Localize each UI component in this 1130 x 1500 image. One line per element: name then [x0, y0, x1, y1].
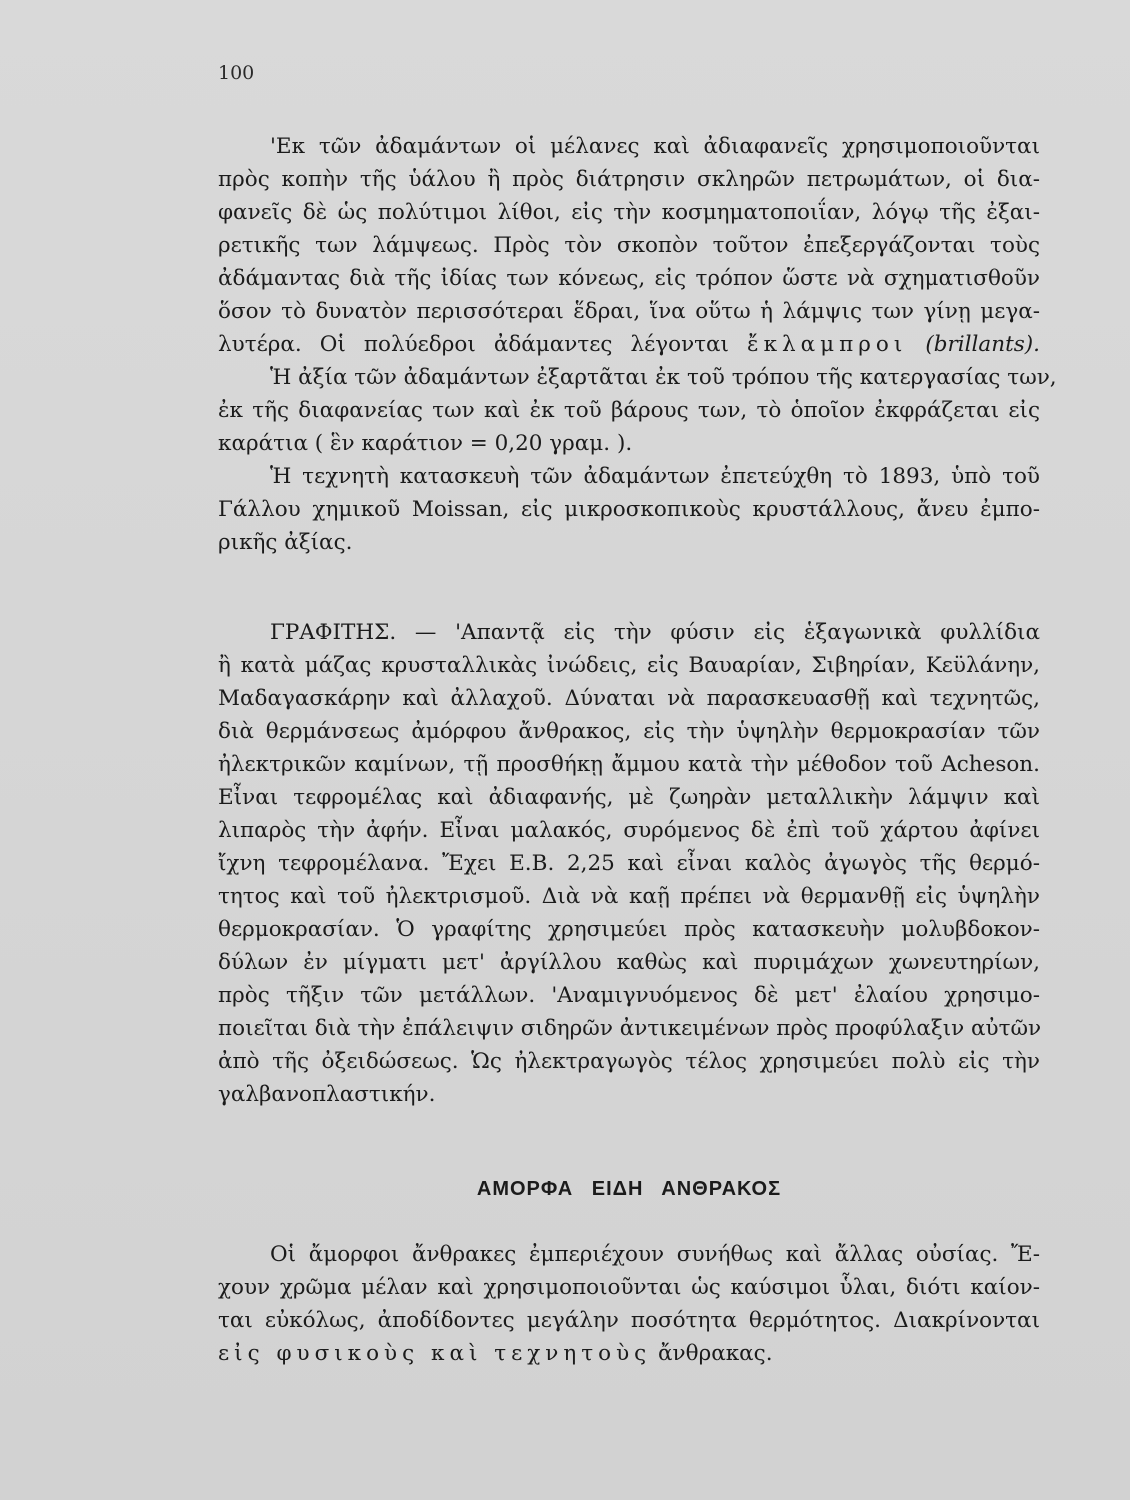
text-line: λιπαρὸς τὴν ἀφήν. Εἶναι μαλακός, συρόμενος δὲ ἐπὶ τοῦ χάρτου ἀφίνει — [218, 818, 1040, 843]
text-line: Εἶναι τεφρομέλας καὶ ἀδιαφανής, μὲ ζωηρὰν μεταλλικὴν λάμψιν καὶ — [218, 785, 1040, 810]
text-line: ἢ κατὰ μάζας κρυσταλλικὰς ἰνώδεις, εἰς Βαυαρίαν, Σιβηρίαν, Κεϋλάνην, — [218, 653, 1040, 678]
text-line: ΓΡΑΦΙΤΗΣ. — 'Απαντᾷ εἰς τὴν φύσιν εἰς ἑξαγωνικὰ φυλλίδια — [270, 620, 1040, 645]
text-line: διὰ θερμάνσεως ἀμόρφου ἄνθρακος, εἰς τὴν ὑψηλὴν θερμοκρασίαν τῶν — [218, 719, 1040, 744]
text-line: ρετικῆς των λάμψεως. Πρὸς τὸν σκοπὸν τοῦτον ἐπεξεργάζονται τοὺς — [218, 233, 1040, 258]
text-line: ἴχνη τεφρομέλανα. Ἔχει Ε.Β. 2,25 καὶ εἶναι καλὸς ἀγωγὸς τῆς θερμό- — [218, 851, 1040, 876]
text-line: ρικῆς ἀξίας. — [218, 530, 353, 555]
paragraph-amorphous-carbon — [218, 1238, 1040, 1370]
text-line: φανεῖς δὲ ὡς πολύτιμοι λίθοι, εἰς τὴν κοσμηματοποιΐαν, λόγῳ τῆς ἐξαι- — [218, 200, 1040, 225]
text-line: Ἡ ἀξία τῶν ἀδαμάντων ἐξαρτᾶται ἐκ τοῦ τρόπου τῆς κατεργασίας των, — [270, 365, 1057, 390]
text-segment: ἄνθρακας. — [658, 1341, 773, 1366]
text-line-spaced — [218, 1337, 1040, 1370]
text-line: ται εὐκόλως, ἀποδίδοντες μεγάλην ποσότητα θερμότητος. Διακρίνονται — [218, 1308, 1040, 1333]
text-line: χουν χρῶμα μέλαν καὶ χρησιμοποιοῦνται ὡς καύσιμοι ὗλαι, διότι καίον- — [218, 1275, 1040, 1300]
text-line: καράτια ( ἓν καράτιον = 0,20 γραμ. ). — [218, 431, 633, 456]
text-line: πρὸς τῆξιν τῶν μετάλλων. 'Αναμιγνυόμενος δὲ μετ' ἐλαίου χρησιμο- — [218, 983, 1040, 1008]
paragraph-diamonds — [218, 130, 1057, 559]
text-line: 'Εκ τῶν ἀδαμάντων οἱ μέλανες καὶ ἀδιαφανεῖς χρησιμοποιοῦνται — [270, 134, 1040, 159]
text-line: ἐκ τῆς διαφανείας των καὶ ἐκ τοῦ βάρους των, τὸ ὁποῖον ἐκφράζεται εἰς — [218, 398, 1040, 423]
text-segment: λυτέρα. Οἱ πολύεδροι ἀδάμαντες λέγονται — [218, 332, 729, 357]
text-line: ὅσον τὸ δυνατὸν περισσότεραι ἕδραι, ἵνα οὕτω ἡ λάμψις των γίνῃ μεγα- — [218, 299, 1040, 324]
text-line: θερμοκρασίαν. Ὁ γραφίτης χρησιμεύει πρὸς κατασκευὴν μολυβδοκον- — [218, 917, 1040, 942]
text-line: Γάλλου χημικοῦ Moissan, εἰς μικροσκοπικοὺς κρυστάλλους, ἄνευ ἐμπο- — [218, 497, 1040, 522]
spaced-term: ἔκλαμπροι — [747, 332, 908, 357]
text-line: Μαδαγασκάρην καὶ ἀλλαχοῦ. Δύναται νὰ παρασκευασθῇ καὶ τεχνητῶς, — [218, 686, 1040, 711]
text-line: γαλβανοπλαστικήν. — [218, 1082, 436, 1107]
text-line: ἀδάμαντας διὰ τῆς ἰδίας των κόνεως, εἰς τρόπον ὥστε νὰ σχηματισθοῦν — [218, 266, 1040, 291]
text-line: ποιεῖται διὰ τὴν ἐπάλειψιν σιδηρῶν ἀντικειμένων πρὸς προφύλαξιν αὐτῶν — [218, 1016, 1042, 1041]
text-line: Ἡ τεχνητὴ κατασκευὴ τῶν ἀδαμάντων ἐπετεύχθη τὸ 1893, ὑπὸ τοῦ — [270, 464, 1040, 489]
text-line: δύλων ἐν μίγματι μετ' ἀργίλλου καθὼς καὶ πυριμάχων χωνευτηρίων, — [218, 950, 1040, 975]
paragraph-graphite — [218, 616, 1040, 1111]
foreign-term: (brillants). — [925, 332, 1040, 357]
text-line-brillants — [218, 328, 1040, 361]
spaced-term: εἰς φυσικοὺς καὶ τεχνητοὺς — [218, 1341, 652, 1366]
text-line: Οἱ ἄμορφοι ἄνθρακες ἐμπεριέχουν συνήθως καὶ ἄλλας οὐσίας. Ἔ- — [270, 1242, 1040, 1267]
text-line: πρὸς κοπὴν τῆς ὑάλου ἢ πρὸς διάτρησιν σκληρῶν πετρωμάτων, οἱ δια- — [218, 167, 1040, 192]
section-heading: ΑΜΟΡΦΑ ΕΙΔΗ ΑΝΘΡΑΚΟΣ — [476, 1178, 782, 1200]
text-line: ἠλεκτρικῶν καμίνων, τῇ προσθήκῃ ἄμμου κατὰ τὴν μέθοδον τοῦ Acheson. — [218, 752, 1040, 777]
text-line: τητος καὶ τοῦ ἠλεκτρισμοῦ. Διὰ νὰ καῇ πρέπει νὰ θερμανθῇ εἰς ὑψηλὴν — [218, 884, 1040, 909]
text-line: ἀπὸ τῆς ὀξειδώσεως. Ὡς ἠλεκτραγωγὸς τέλος χρησιμεύει πολὺ εἰς τὴν — [218, 1049, 1040, 1074]
page-number: 100 — [218, 62, 255, 84]
